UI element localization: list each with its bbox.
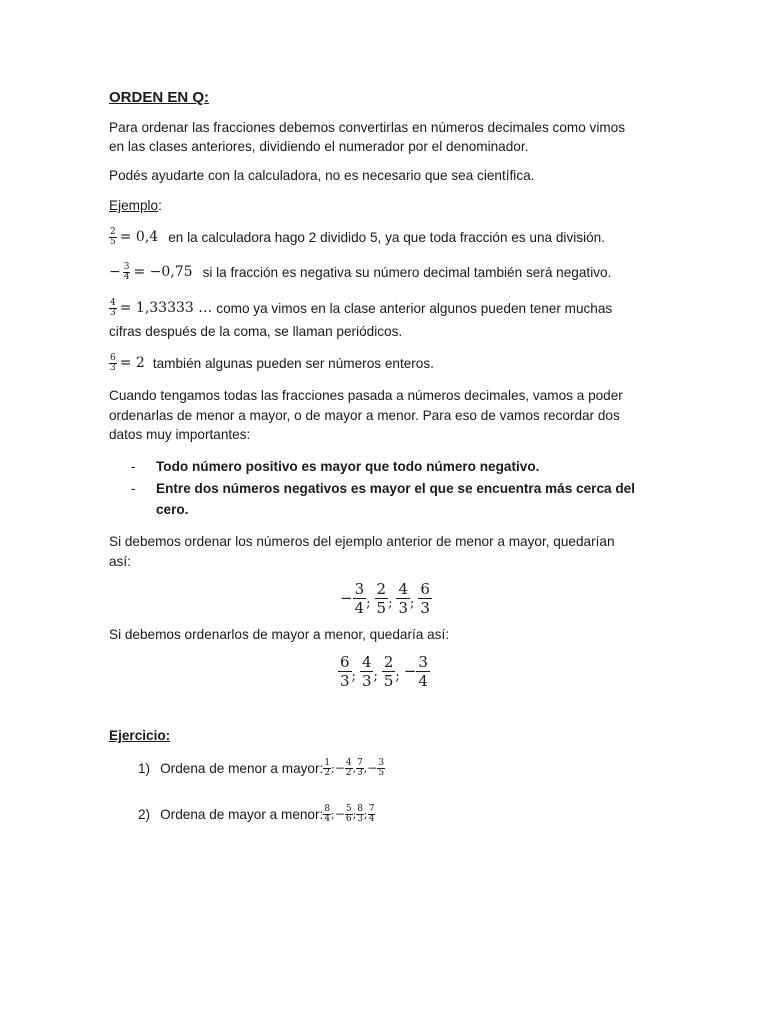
fraction: $\frac{6}{3}$ xyxy=(340,652,350,690)
sign: − xyxy=(109,264,121,280)
exercise-number: 1) xyxy=(138,760,151,776)
rule-text: Todo número positivo es mayor que todo número negativo. xyxy=(156,459,540,474)
desc-intro: Si debemos ordenarlos de mayor a menor, quedaría así: xyxy=(109,627,450,642)
decimal-result: = 2 xyxy=(119,355,145,371)
separator: ; xyxy=(331,807,335,821)
fraction: $\frac{5}{6}$ xyxy=(345,803,352,824)
sign: − xyxy=(334,761,345,775)
fraction: $\frac{3}{5}$ xyxy=(378,757,385,778)
fraction: $\frac{8}{3}$ xyxy=(357,803,364,824)
fraction: $\frac{4}{3}$ xyxy=(110,297,116,318)
fraction: $\frac{2}{5}$ xyxy=(110,226,116,247)
separator: ; xyxy=(395,668,400,684)
fraction: $\frac{4}{2}$ xyxy=(345,757,352,778)
separator: ; xyxy=(352,807,357,821)
bullet-dash: - xyxy=(131,459,136,474)
example-row xyxy=(109,259,611,285)
example-row xyxy=(109,350,434,376)
fraction: $\frac{4}{3}$ xyxy=(361,652,372,690)
decimal-result: = 0,4 xyxy=(119,229,159,245)
fraction: $\frac{6}{3}$ xyxy=(110,352,116,373)
separator: , xyxy=(352,761,357,775)
fraction: $\frac{2}{5}$ xyxy=(376,579,387,617)
example-heading: Ejemplo: xyxy=(109,198,162,213)
fraction: $\frac{3}{4}$ xyxy=(123,261,130,282)
exercise-label: Ordena de menor a mayor: xyxy=(160,760,324,776)
example-row xyxy=(109,224,605,250)
intro-line-1: Para ordenar las fracciones debemos convertirlas en números decimales como vimos xyxy=(109,120,626,135)
separator: ; xyxy=(331,761,335,775)
fraction: $\frac{7}{3}$ xyxy=(357,757,363,778)
decimal-result: = 1,33333 … xyxy=(119,300,213,316)
separator: ; xyxy=(410,595,415,611)
separator: ; xyxy=(373,668,378,684)
separator: ; xyxy=(364,807,368,821)
fraction: $\frac{4}{3}$ xyxy=(398,579,408,617)
sign: − xyxy=(403,662,417,680)
separator: , xyxy=(363,761,368,775)
calculator-note: Podés ayudarte con la calculadora, no es necesario que sea científica. xyxy=(109,168,535,183)
decimal-para-line-3: datos muy importantes: xyxy=(109,427,251,442)
intro-line-2: en las clases anteriores, dividiendo el numerador por el denominador. xyxy=(109,139,529,154)
fraction: $\frac{2}{5}$ xyxy=(383,652,394,690)
asc-intro-line-1: Si debemos ordenar los números del ejemplo anterior de menor a mayor, quedarían xyxy=(109,534,615,549)
page-title: ORDEN EN Q: xyxy=(109,89,210,106)
sign: − xyxy=(334,807,345,821)
exercise-item xyxy=(138,801,375,827)
fraction: $\frac{6}{3}$ xyxy=(420,579,430,617)
fraction: $\frac{1}{2}$ xyxy=(324,757,331,778)
fraction: $\frac{7}{4}$ xyxy=(368,803,375,824)
example-text: si la fracción es negativa su número decimal también será negativo. xyxy=(202,264,612,280)
decimal-result: = −0,75 xyxy=(133,264,193,280)
exercise-heading: Ejercicio: xyxy=(109,728,171,743)
exercise-item xyxy=(138,755,385,781)
example-text: también algunas pueden ser números enteros. xyxy=(152,355,434,371)
separator: ; xyxy=(366,595,371,611)
decimal-para-line-2: ordenarlas de menor a mayor, o de mayor a menor. Para eso de vamos recordar dos xyxy=(109,408,620,423)
bullet-dash: - xyxy=(131,481,136,496)
fraction: $\frac{8}{4}$ xyxy=(324,803,331,824)
fraction: $\frac{3}{4}$ xyxy=(418,652,428,690)
example-text-continued: cifras después de la coma, se llaman periódicos. xyxy=(109,324,403,339)
separator: ; xyxy=(351,668,356,684)
separator: ; xyxy=(388,595,393,611)
decimal-para-line-1: Cuando tengamos todas las fracciones pasada a números decimales, vamos a poder xyxy=(109,388,623,403)
ascending-order-display xyxy=(340,578,432,618)
sign: − xyxy=(367,761,378,775)
fraction: $\frac{3}{4}$ xyxy=(354,579,365,617)
example-text: en la calculadora hago 2 dividido 5, ya que toda fracción es una división. xyxy=(168,229,605,245)
example-row xyxy=(109,295,612,321)
asc-intro-line-2: así: xyxy=(109,554,131,569)
rule-text: Entre dos números negativos es mayor el que se encuentra más cerca del xyxy=(156,481,635,496)
rule-text-continued: cero. xyxy=(156,502,189,517)
sign: − xyxy=(340,589,353,607)
example-text: como ya vimos en la clase anterior algunos pueden tener muchas xyxy=(216,300,613,316)
descending-order-display xyxy=(338,651,430,691)
exercise-number: 2) xyxy=(138,806,151,822)
exercise-label: Ordena de mayor a menor: xyxy=(160,806,324,822)
